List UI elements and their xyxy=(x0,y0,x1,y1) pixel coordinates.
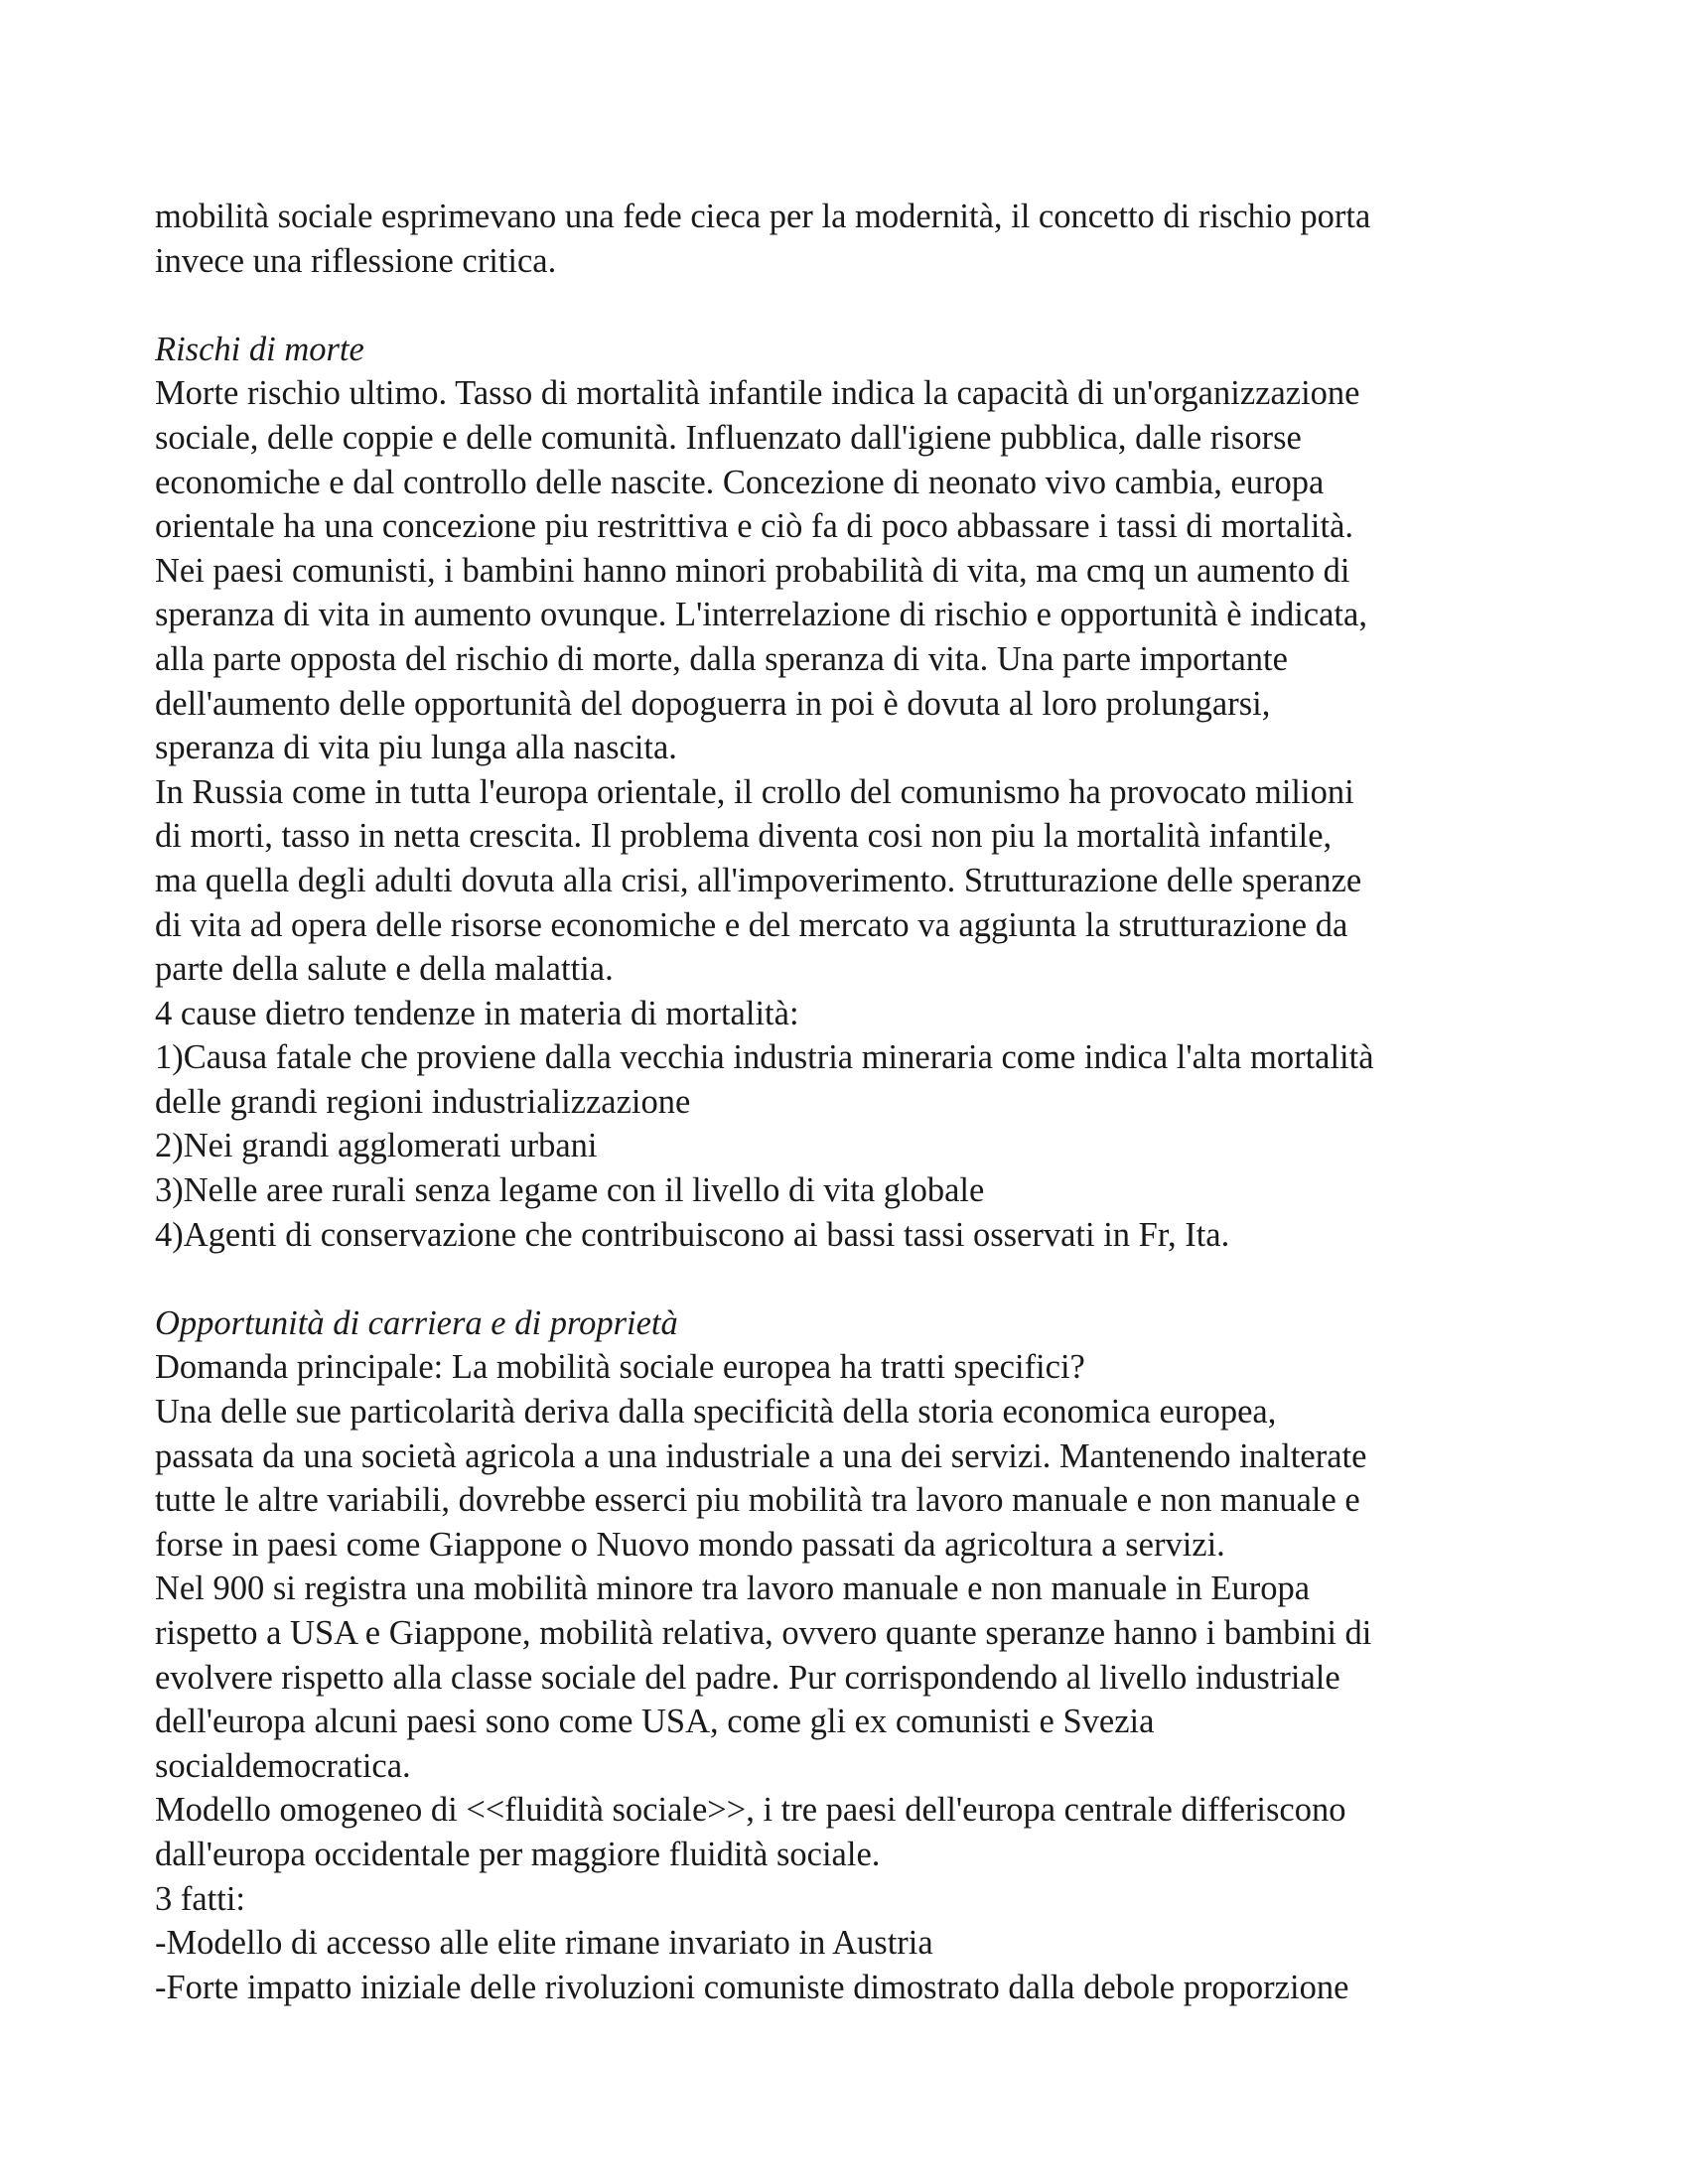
list-item: 4)Agenti di conservazione che contribuiscono ai bassi tassi osservati in Fr, Ita. xyxy=(155,1215,1230,1254)
intro-paragraph xyxy=(155,195,1545,283)
text-line: evolvere rispetto alla classe sociale del padre. Pur corrispondendo al livello industriale xyxy=(155,1658,1340,1697)
text-line: Morte rischio ultimo. Tasso di mortalità infantile indica la capacità di un'organizzazione xyxy=(155,374,1360,413)
text-line: economiche e dal controllo delle nascite. Concezione di neonato vivo cambia, europa xyxy=(155,463,1325,501)
text-line: tutte le altre variabili, dovrebbe esserci piu mobilità tra lavoro manuale e non manuale e xyxy=(155,1481,1360,1520)
text-line: di morti, tasso in netta crescita. Il problema diventa cosi non piu la mortalità infantile, xyxy=(155,817,1333,856)
list-item: delle grandi regioni industrializzazione xyxy=(155,1082,691,1121)
section-heading: Rischi di morte xyxy=(155,330,364,368)
text-line: invece una riflessione critica. xyxy=(155,241,557,280)
text-line: Modello omogeneo di <<fluidità sociale>>, i tre paesi dell'europa centrale differiscono xyxy=(155,1791,1346,1830)
list-item: 2)Nei grandi agglomerati urbani xyxy=(155,1127,598,1165)
text-line: Nel 900 si registra una mobilità minore tra lavoro manuale e non manuale in Europa xyxy=(155,1570,1311,1608)
list-item: 1)Causa fatale che proviene dalla vecchia industria mineraria come indica l'alta mortalità xyxy=(155,1038,1374,1077)
paragraph-spacer xyxy=(155,1257,1545,1301)
text-line: rispetto a USA e Giappone, mobilità relativa, ovvero quante speranze hanno i bambini di xyxy=(155,1614,1372,1652)
section-rischi-di-morte xyxy=(155,328,1545,1257)
text-line: dell'europa alcuni paesi sono come USA, come gli ex comunisti e Svezia xyxy=(155,1703,1155,1741)
text-line: speranza di vita piu lunga alla nascita. xyxy=(155,729,677,767)
text-line: forse in paesi come Giappone o Nuovo mondo passati da agricoltura a servizi. xyxy=(155,1525,1225,1564)
text-line: Domanda principale: La mobilità sociale europea ha tratti specifici? xyxy=(155,1348,1085,1387)
text-line: mobilità sociale esprimevano una fede cieca per la modernità, il concetto di rischio porta xyxy=(155,198,1371,235)
text-line: orientale ha una concezione piu restrittiva e ciò fa di poco abbassare i tassi di mortalità. xyxy=(155,507,1354,546)
text-line: passata da una società agricola a una industriale a una dei servizi. Mantenendo inalterate xyxy=(155,1436,1367,1475)
text-line: Una delle sue particolarità deriva dalla specificità della storia economica europea, xyxy=(155,1393,1277,1432)
paragraph-spacer xyxy=(155,283,1545,328)
document-page xyxy=(155,195,1545,2009)
text-line: socialdemocratica. xyxy=(155,1746,411,1785)
text-line: di vita ad opera delle risorse economiche e del mercato va aggiunta la strutturazione da xyxy=(155,905,1348,944)
text-line: parte della salute e della malattia. xyxy=(155,950,614,989)
text-line: speranza di vita in aumento ovunque. L'interrelazione di rischio e opportunità è indicata, xyxy=(155,596,1367,634)
text-line: 4 cause dietro tendenze in materia di mortalità: xyxy=(155,994,799,1032)
text-line: dell'aumento delle opportunità del dopoguerra in poi è dovuta al loro prolungarsi, xyxy=(155,684,1271,723)
text-line: 3 fatti: xyxy=(155,1879,246,1918)
text-line: alla parte opposta del rischio di morte, dalla speranza di vita. Una parte importante xyxy=(155,639,1288,678)
list-item: -Modello di accesso alle elite rimane invariato in Austria xyxy=(155,1924,933,1963)
text-line: ma quella degli adulti dovuta alla crisi, all'impoverimento. Strutturazione delle speranze xyxy=(155,861,1362,899)
list-item: 3)Nelle aree rurali senza legame con il livello di vita globale xyxy=(155,1171,985,1210)
text-line: sociale, delle coppie e delle comunità. Influenzato dall'igiene pubblica, dalle risorse xyxy=(155,418,1302,457)
text-line: Nei paesi comunisti, i bambini hanno minori probabilità di vita, ma cmq un aumento di xyxy=(155,551,1350,590)
text-line: dall'europa occidentale per maggiore fluidità sociale. xyxy=(155,1835,881,1873)
section-heading: Opportunità di carriera e di proprietà xyxy=(155,1303,678,1342)
list-item: -Forte impatto iniziale delle rivoluzioni comuniste dimostrato dalla debole proporzione xyxy=(155,1968,1349,2006)
text-line: In Russia come in tutta l'europa orientale, il crollo del comunismo ha provocato milioni xyxy=(155,772,1354,811)
section-opportunita-di-carriera xyxy=(155,1301,1545,2010)
